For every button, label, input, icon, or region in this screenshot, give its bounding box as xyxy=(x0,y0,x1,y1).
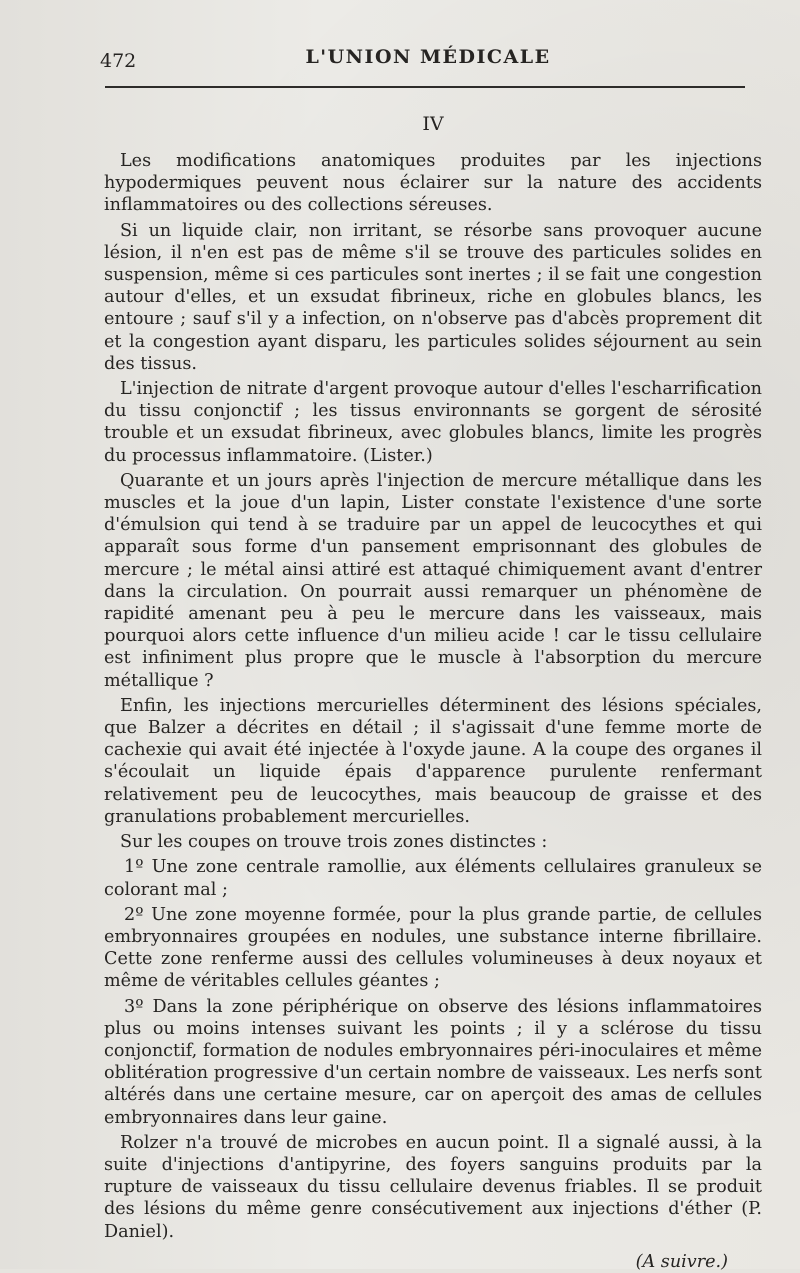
zone-item: 1º Une zone centrale ramollie, aux éléments cellulaires granuleux se colorant mal ; xyxy=(104,857,762,900)
page-number: 472 xyxy=(100,50,137,72)
paragraph: Les modifications anatomiques produites par les injections hypodermiques peuvent nous éclairer sur la nature des accidents inflammatoires ou des collections séreuses. xyxy=(104,151,762,216)
paragraph: L'injection de nitrate d'argent provoque autour d'elles l'escharrification du tissu conjonctif ; les tissus environnants se gorgent de sérosité trouble et un exsudat fibrineux, avec globules blancs, limite les progrès du processus inflammatoire. (Lister.) xyxy=(104,379,762,466)
section-numeral: IV xyxy=(422,113,444,135)
zone-item: 2º Une zone moyenne formée, pour la plus grande partie, de cellules embryonnaires groupées en nodules, une substance interne fibrillaire. Cette zone renferme aussi des cellules volumineuses à deux noyaux et même de véritables cellules géantes ; xyxy=(104,904,762,992)
paragraph: Si un liquide clair, non irritant, se résorbe sans provoquer aucune lésion, il n'en est pas de même s'il se trouve des particules solides en suspension, même si ces particules sont inertes ; il se fait une congestion autour d'elles, et un exsudat fibrineux, riche en globules blancs, les entoure ; sauf s'il y a infection, on n'observe pas d'abcès proprement dit et la congestion ayant disparu, les particules solides séjournent au sein des tissus. xyxy=(104,220,762,374)
paragraph: Quarante et un jours après l'injection de mercure métallique dans les muscles et la joue d'un lapin, Lister constate l'existence d'une sorte d'émulsion qui tend à se traduire par un appel de leucocythes et qui apparaît sous forme d'un pansement emprisonnant des globules de mercure ; le métal ainsi attiré est attaqué chimiquement avant d'entrer dans la circulation. On pourrait aussi remarquer un phénomène de rapidité amenant peu à peu le mercure dans les vaisseaux, mais pourquoi alors cette influence d'un milieu acide ! car le tissu cellulaire est infiniment plus propre que le muscle à l'absorption du mercure métallique ? xyxy=(104,470,762,691)
page-header xyxy=(100,44,756,74)
running-title: L'UNION MÉDICALE xyxy=(305,46,551,68)
paragraph: Sur les coupes on trouve trois zones distinctes : xyxy=(120,832,548,853)
paragraph: Enfin, les injections mercurielles déterminent des lésions spéciales, que Balzer a décrites en détail ; il s'agissait d'une femme morte de cachexie qui avait été injectée à l'oxyde jaune. A la coupe des organes il s'écoulait un liquide épais d'apparence purulente renfermant relativement peu de leucocythes, mais beaucoup de graisse et des granulations probablement mercurielles. xyxy=(104,695,762,827)
continuation-note: (A suivre.) xyxy=(635,1251,728,1272)
paragraph: Rolzer n'a trouvé de microbes en aucun point. Il a signalé aussi, à la suite d'injections d'antipyrine, des foyers sanguins produits par la rupture de vaisseaux du tissu cellulaire devenus friables. Il se produit des lésions du même genre consécutivement aux injections d'éther (P. Daniel). xyxy=(104,1132,762,1242)
zone-item: 3º Dans la zone périphérique on observe des lésions inflammatoires plus ou moins intenses suivant les points ; il y a sclérose du tissu conjonctif, formation de nodules embryonnaires péri-inoculaires et même oblitération progressive d'un certain nombre de vaisseaux. Les nerfs sont altérés dans une certaine mesure, car on aperçoit des amas de cellules embryonnaires dans leur gaine. xyxy=(104,996,762,1128)
header-rule xyxy=(105,86,745,88)
article-body xyxy=(104,112,762,1273)
